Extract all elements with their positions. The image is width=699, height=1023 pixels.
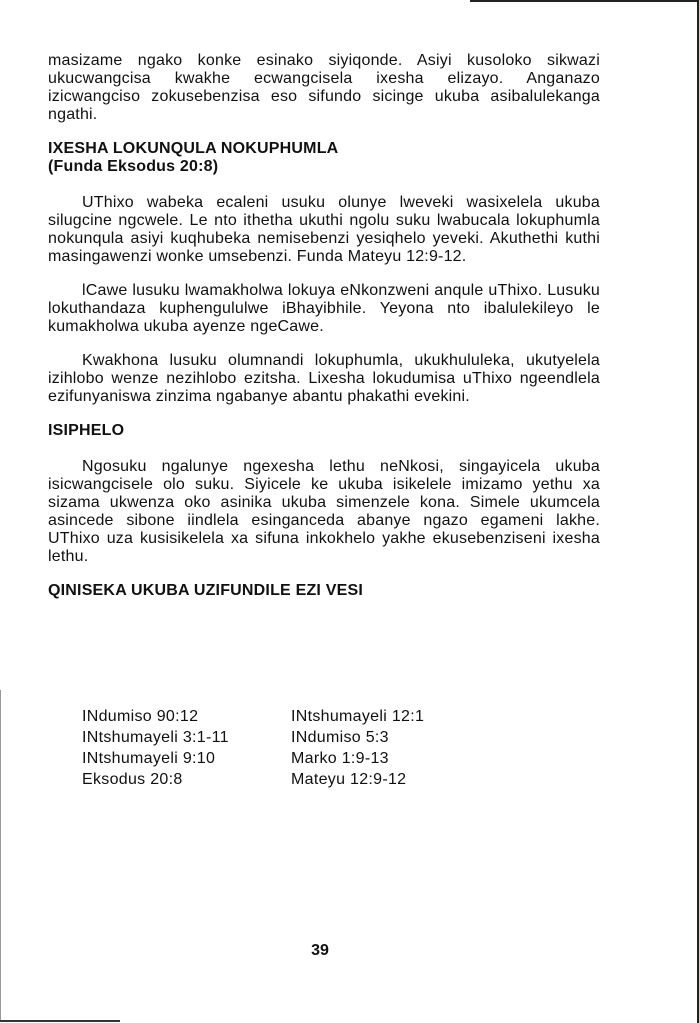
verse-row: [82, 727, 424, 748]
verse-reference: INdumiso 5:3: [291, 729, 389, 746]
page-number: 39: [311, 942, 329, 959]
verse-reference: Eksodus 20:8: [82, 771, 183, 788]
paragraph-sabbath: UThixo wabeka ecaleni usuku olunye lweveki wasixelela ukuba silugcine ngcwele. Le nto ithetha ukuthi ngolu suku lwabucala lokuphumla nokunqula asiyi kuqhubeka nemisebenzi yesiqhelo yeveki. Akuthethi kuthi masingawenzi wonke umsebenzi. Funda Mateyu 12:9-12.: [48, 194, 600, 265]
body-text: [48, 52, 600, 600]
section-title-verses: QINISEKA UKUBA UZIFUNDILE EZI VESI: [48, 582, 363, 599]
section-subtitle-reading: (Funda Eksodus 20:8): [48, 158, 219, 175]
paragraph-conclusion: Ngosuku ngalunye ngexesha lethu neNkosi, singayicela ukuba isicwangcisele olo suku. Siyicele ke ukuba isikelele imizamo yethu xa sizama ukwenza oko asinika ukuba simenzele kona. Simele ukumcela asincede sibone iindlela esinganceda abanye ngazo egameni lakhe. UThixo uza kusisikelela xa sifuna inkokhelo yakhe ekusebenziseni ixesha lethu.: [48, 458, 600, 565]
verse-reference: Mateyu 12:9-12: [291, 771, 407, 788]
paragraph-rest-day: Kwakhona lusuku olumnandi lokuphumla, ukukhululeka, ukutyelela izihlobo wenze nezihlobo ezitsha. Lixesha lokudumisa uThixo ngeendlela ezifunyaniswa zinzima ngabanye abantu phakathi evekini.: [48, 352, 600, 405]
scan-edge-left: [0, 690, 1, 1020]
opening-paragraph: masizame ngako konke esinako siyiqonde. Asiyi kusoloko sikwazi ukucwangcisa kwakhe ecwangcisela ixesha elizayo. Anganazo izicwangciso zokusebenzisa eso sifundo sicinge ukuba asibalulekanga ngathi.: [48, 52, 600, 123]
verse-list: [82, 706, 502, 790]
scan-edge-bottom: [0, 1020, 120, 1022]
paragraph-sunday: lCawe lusuku lwamakholwa lokuya eNkonzweni anqule uThixo. Lusuku lokuthandaza kuphengululwe iBhayibhile. Yeyona nto ibalulekileyo le kumakholwa ukuba ayenze ngeCawe.: [48, 282, 600, 335]
verse-row: [82, 748, 424, 769]
verse-reference: INtshumayeli 9:10: [82, 750, 216, 767]
verse-reference: Marko 1:9-13: [291, 750, 389, 767]
scan-edge-top: [470, 0, 699, 2]
verse-row: [82, 769, 424, 790]
verse-row: [82, 706, 424, 727]
verse-reference: INdumiso 90:12: [82, 708, 199, 725]
section-title-conclusion: ISIPHELO: [48, 422, 125, 439]
verse-reference: INtshumayeli 12:1: [291, 708, 425, 725]
verse-reference: INtshumayeli 3:1-11: [82, 729, 229, 746]
section-title-rest: IXESHA LOKUNQULA NOKUPHUMLA: [48, 140, 339, 157]
